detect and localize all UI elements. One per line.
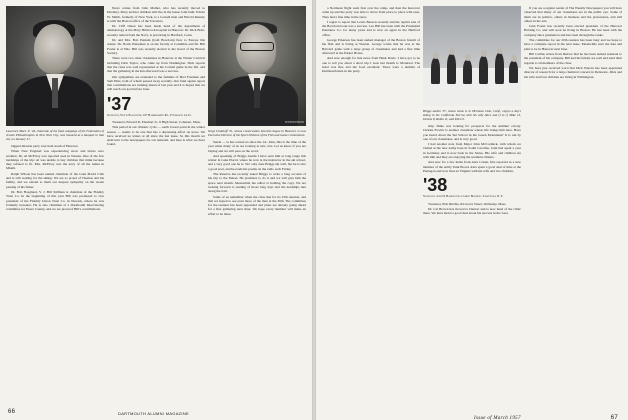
family-ski-photo xyxy=(423,6,521,106)
class-heading-37 xyxy=(107,95,205,117)
magazine-name: DARTMOUTH ALUMNI MAGAZINE xyxy=(118,411,189,416)
article-paragraph: If you are a regular reader of The Weekly Newspapers you will have observed that many of our classmates are in the public eye. Some of them are in politics, others in business and the professions, and still others in the arts. xyxy=(524,6,622,23)
article-paragraph: News comes from John Mather, who has recently moved to Duxbury. Mary and her children still live in the house John built. Edwin W. Smith, formerly of New York, is a Cornell man and Harold Ranney is with the Boston office of the Travelers. xyxy=(107,6,205,23)
article-paragraph: Some of us remember when the class met for its 25th reunion, and that we hoped to see even more of the men at the 30th. The committee for the reunion has been appointed and plans are already going ahead for a fine gathering next June. We hope every member will make an effort to be there. xyxy=(208,194,306,216)
article-paragraph: I regret to report that Lewis Beeson recently and the reprint sale of the Bowdoin book was a success. Leo Hill has been with the Prudential Insurance Co. for many years and is now an agent in the Hartford office. xyxy=(322,19,420,37)
right-column-3 xyxy=(524,6,622,398)
photo-caption: Serge Unduloff '31, whose conservation interests began in Hanover, is now Executive Director of the Sport Division of the Fish and Game Commission. xyxy=(208,129,306,137)
article-paragraph: The Reserve has recently asked Briggs to write a long account of his trip to the Yukon. He promises to do it and we will give him the space next month. Meanwhile the editor is holding the copy. We are looking forward to reading of those long days and the hardships met along the trail. xyxy=(208,172,306,194)
portrait-photo-unduloff xyxy=(208,6,306,126)
article-paragraph: Dr. Bob Hoagland, V. J. Bill Stillman is chairman of the Fidelity Trust Co. In the beginning of this year Bill was promoted to vice president of the Fidelity Union Trust Co. in Newark, where he was formerly treasurer. He is also chairman of a Dartmouth Interviewing committee for Essex County, and we are proud of Bill's contributions. xyxy=(6,190,104,212)
article-paragraph: I had another note from Major John McCormick, with whom we visited at the new Army base in South Carolina. John had spent a year in Germany and is now back in the States. His wife and children are with him and they are enjoying the southern climate. xyxy=(423,142,521,159)
photo-caption: Lawrence Marx Jr. '26, chairman of the fund campaign of the Federation of Jewish Philanthropies in New York City, was honored at a banquet in that city on January 31. xyxy=(6,129,104,141)
page-number: 67 xyxy=(610,415,618,420)
article-paragraph: Treasurer, Edward R. Eberhart Jr., 6 High Street, Cohasset, Mass. xyxy=(112,119,201,124)
left-column-1 xyxy=(6,6,104,398)
article-paragraph: Dr. and Mrs. Bob Putnam (both Bowdoin) flew to Europe this winter. Dr. Norm Weissman is on the faculty at Columbia and Dr. Bill Foster is at Yale. Bill was recently elected to the board of the Boston Society. xyxy=(107,38,205,55)
article-paragraph: Our sympathies are extended to the families of Bert Freeman and Sam Hale, both of whom passed away recently. Our fund agents report that contributions are running ahead of last year and it is hoped that we will reach our goal before June. xyxy=(107,74,205,92)
photo-credit: FOSTER PHOTO xyxy=(285,120,304,124)
class-secretary: Secretary, Watts Ballentine, 107 Hammersmith Rd., Pittsburgh 14, Pa. xyxy=(107,112,192,117)
class-heading-38 xyxy=(423,176,521,198)
article-paragraph: Sands — is has owned us since the 1st. John, this is the time of the year when many of us are looking at new cars. Let us know if you are buying and we will pass on the word. xyxy=(208,140,306,153)
class-year: '37 xyxy=(107,93,132,114)
right-page xyxy=(316,0,628,420)
article-paragraph: Treasurer, Bob Ritchie, 84 Grove Street, Wellesley, Mass. xyxy=(428,201,507,206)
class-year: '38 xyxy=(423,175,448,196)
page-number: 66 xyxy=(8,409,16,415)
article-paragraph: Dr. Cliff Olsen has been made head of the department of dermatology at the Mary Hitchcock hospital in Hanover. Dr. Dick Bratt, recently retired from the Navy, is practicing in Hartford, Conn. xyxy=(107,24,205,37)
issue-date: Issue of March 1957 xyxy=(474,416,521,420)
article-paragraph: Ralph Wilson has been named chairman of the Lake Placid Club and is still waiting for the skiing. We are so proud of Thomas and his family, and we extend to them our deepest sympathy on the recent passing of his father. xyxy=(6,171,104,189)
article-paragraph: And speaking of Briggs Austin I have seen him at long range this winter in Lake Placid, where he now is the instructor in the ski school, and a very good one he is. Not only does Briggs ski well, but he is also a good poet, and he reads his poems on the radio each Friday. xyxy=(208,153,306,171)
page-footer xyxy=(8,409,304,415)
article-paragraph: And now for a few items from Alex Cohen, first reported as a new member of the Army Tank Board. Alex spent a good deal of time at the Pentagon and now lives in Virginia with his wife and two children. xyxy=(423,160,521,173)
article-paragraph: George Emerson has been named manager of the Boston branch of his firm and is living at Weston. George writes that he was at the Harvard game with a large group of classmates and had a fine time afterward at the Parker House. xyxy=(322,38,420,55)
right-column-1 xyxy=(322,6,420,398)
article-paragraph: We have just received word that Dick Warren has been appointed director of research for a large chemical concern in Delaware. Dick and his wife and four children are living in Wilmington. xyxy=(524,66,622,79)
article-paragraph: John Foster has recently been elected president of the Hanover Holding Co. and will soon be living in Boston. He has been with the company since graduation and has risen through the ranks. xyxy=(524,24,622,37)
right-column-2 xyxy=(423,6,521,398)
portrait-photo-marx xyxy=(6,6,104,126)
left-column-2 xyxy=(107,6,205,398)
article-paragraph: There were two other classmates in Hanover at the Winter Carnival including Dick Taylor, who came up from Washington. Dick reports that the class was well represented at the Cornell game in the fall, and that the gathering in the Inn afterward was a success. xyxy=(107,56,205,74)
photo-caption: Briggs Austin '37, whose home is in Hermosa Oslo, Calif., enjoys a day's skiing in the California Sierras with his wife Alice and (l to r) Mike 13, Dennie 8, Robin 11, and Ellen 9. xyxy=(423,109,521,121)
class-secretary: Secretary, John H. Harrington, Coming Building, Tarrytown, N. Y. xyxy=(423,194,503,199)
article-paragraph: biggest mission party ever held south of Hanover. xyxy=(11,144,79,148)
article-paragraph: The committee for our 20th reunion has been busy and we hope to have a complete report in the next issue. Meanwhile save the date and plan to be in Hanover next June. xyxy=(524,38,622,51)
article-paragraph: And now enough for this news from Hank Davis. I have got to be one to tell you about a short trip I took last month to Montreal. The hotel was fine and the food excellent. There were a number of Dartmouth men in the party. xyxy=(322,56,420,74)
article-paragraph: Dr. Cal Brown has moved to Denver and is now head of the clinic there. We have heard a good deal about his success in the west. xyxy=(423,206,521,216)
article-paragraph: a Northeast flight went first over the camp, and then the motorcar came up and the party was able to move from place to place with ease. They had a fine time in the snow. xyxy=(322,6,420,19)
article-paragraph: When New England was experiencing snow and below zero weather, Dr. Al McElroy was reported seen in Nassau. One of the few hardships of the trip: Al was unable to buy children that mink because they refused to fit. Mrs. McElroy was the envy of all the ladies in Miami. xyxy=(6,149,104,171)
left-page xyxy=(0,0,312,420)
left-column-3 xyxy=(208,6,306,398)
article-paragraph: This period in our climatic cycle — earth lowest point in the winter season — seems to be one that has a depressing effect on news. We have received no letters at all since the last issue. So this month we shall turn to the newspapers for our material, and here is what we have found. xyxy=(107,125,205,147)
article-paragraph: Bill Collins writes from Denver that he has been named assistant to the president of his company. Bill and his family are well and send their regards to all members of the class. xyxy=(524,52,622,65)
article-paragraph: ship. Duke was looking for prospects for the summer colony. Charles Fowler is another classmate whose life brings him here. Have you heard about the Ski School in the Green Mountains? It is run by one of our classmates, and is very good. xyxy=(423,124,521,141)
